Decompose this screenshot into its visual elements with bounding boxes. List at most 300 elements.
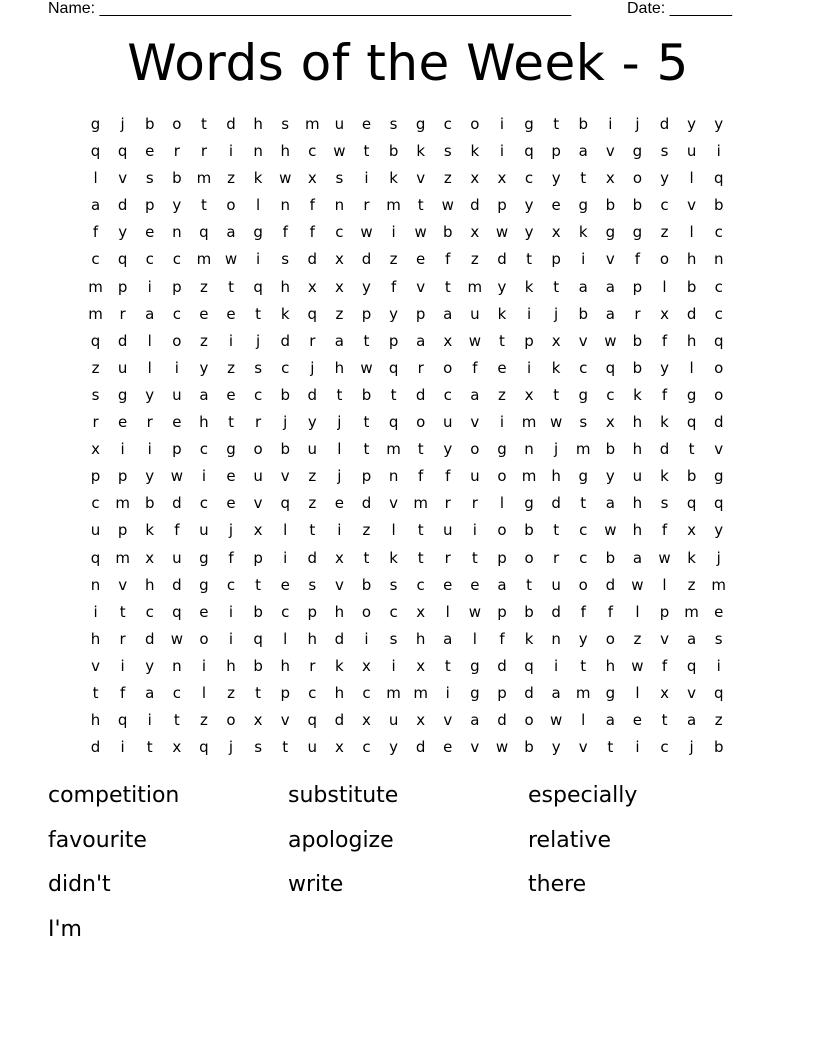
grid-letter: u [551, 575, 561, 594]
grid-letter: e [280, 575, 290, 594]
grid-letter: q [199, 738, 209, 757]
grid-letter: u [470, 304, 480, 323]
grid-letter: a [416, 331, 426, 350]
grid-letter: q [117, 250, 128, 269]
grid-letter: w [550, 711, 563, 730]
grid-letter: t [553, 521, 560, 540]
grid-letter: x [416, 656, 426, 675]
grid-letter: f [499, 629, 505, 648]
grid-letter: u [253, 467, 263, 486]
grid-letter: b [632, 358, 643, 377]
grid-letter: v [470, 738, 480, 757]
grid-letter: f [661, 521, 668, 540]
grid-letter: e [632, 711, 643, 730]
grid-letter: a [226, 223, 236, 242]
grid-letter: x [307, 277, 317, 296]
grid-letter: t [417, 521, 424, 540]
grid-letter: m [684, 602, 699, 621]
grid-letter: g [199, 575, 209, 594]
grid-letter: y [714, 115, 724, 133]
grid-letter: v [253, 494, 263, 513]
grid-letter: i [337, 521, 342, 540]
grid-letter: x [362, 711, 371, 730]
grid-letter: c [199, 494, 209, 513]
grid-letter: m [115, 494, 130, 513]
grid-letter: r [119, 304, 126, 323]
grid-letter: m [521, 413, 537, 432]
grid-letter: v [578, 331, 588, 350]
grid-letter: e [714, 602, 724, 621]
grid-letter: c [226, 575, 236, 594]
grid-letter: q [253, 277, 263, 296]
grid-letter: m [575, 683, 591, 702]
grid-letter: a [605, 494, 615, 513]
grid-letter: h [632, 440, 643, 459]
grid-letter: c [145, 250, 154, 269]
grid-letter: l [689, 169, 694, 188]
grid-letter: a [334, 331, 344, 350]
grid-letter: e [334, 494, 344, 513]
grid-letter: c [199, 440, 209, 459]
grid-letter: j [310, 358, 315, 377]
grid-letter: a [605, 711, 615, 730]
grid-letter: c [714, 223, 723, 242]
grid-letter: w [170, 467, 183, 486]
grid-letter: x [416, 711, 426, 730]
grid-letter: e [226, 494, 236, 513]
grid-letter: c [308, 683, 317, 702]
grid-letter: k [253, 169, 263, 188]
grid-letter: q [686, 656, 697, 675]
grid-letter: b [388, 142, 399, 161]
grid-letter: s [443, 142, 452, 161]
grid-letter: i [120, 738, 125, 757]
grid-letter: e [497, 358, 507, 377]
grid-letter: v [443, 711, 453, 730]
grid-letter: l [201, 683, 206, 702]
grid-letter: m [88, 277, 103, 296]
grid-letter: r [92, 413, 99, 432]
grid-letter: n [551, 629, 561, 648]
grid-letter: z [389, 250, 398, 269]
grid-letter: t [255, 575, 262, 594]
grid-letter: z [227, 169, 235, 188]
grid-letter: t [661, 711, 668, 730]
grid-letter: t [363, 440, 370, 459]
grid-letter: r [119, 629, 126, 648]
grid-letter: c [172, 250, 181, 269]
grid-letter: d [90, 738, 101, 757]
grid-letter: f [309, 223, 315, 242]
grid-row [82, 138, 732, 165]
grid-letter: d [307, 385, 318, 404]
grid-letter: t [363, 142, 370, 161]
grid-row [82, 111, 732, 138]
grid-letter: x [334, 277, 344, 296]
grid-letter: n [90, 575, 101, 594]
grid-letter: g [253, 223, 263, 242]
grid-letter: a [470, 385, 480, 404]
grid-letter: t [580, 656, 587, 675]
grid-letter: d [334, 629, 345, 648]
grid-letter: b [578, 304, 588, 323]
grid-letter: b [280, 440, 290, 459]
grid-letter: l [635, 683, 640, 702]
grid-letter: t [228, 413, 234, 432]
grid-letter: y [660, 358, 669, 377]
grid-letter: a [145, 304, 155, 323]
grid-letter: s [660, 142, 669, 161]
grid-letter: c [524, 169, 534, 188]
grid-letter: i [120, 656, 125, 675]
grid-letter: l [93, 169, 98, 188]
grid-letter: i [445, 683, 450, 702]
grid-letter: u [686, 142, 697, 161]
grid-letter: j [689, 738, 694, 757]
grid-letter: w [604, 521, 617, 540]
grid-letter: w [495, 223, 509, 242]
word-bank-item: favourite [48, 827, 147, 853]
grid-letter: v [416, 277, 426, 296]
grid-letter: y [199, 358, 209, 377]
grid-letter: m [88, 304, 103, 323]
grid-letter: w [495, 738, 509, 757]
grid-letter: b [524, 602, 534, 621]
grid-letter: a [632, 548, 643, 567]
grid-letter: r [444, 494, 451, 513]
grid-row [82, 192, 732, 219]
grid-letter: q [117, 711, 128, 730]
grid-letter: f [309, 196, 315, 215]
grid-letter: r [146, 413, 153, 432]
grid-letter: p [172, 277, 182, 296]
grid-letter: c [308, 142, 317, 161]
grid-letter: i [256, 250, 261, 269]
grid-letter: c [91, 250, 100, 269]
grid-letter: j [554, 440, 559, 459]
grid-row [82, 382, 732, 409]
grid-letter: m [304, 115, 320, 133]
grid-letter: m [386, 196, 401, 215]
grid-letter: d [470, 196, 480, 215]
grid-letter: g [199, 548, 209, 567]
grid-letter: p [551, 142, 561, 161]
grid-letter: i [554, 656, 559, 675]
grid-letter: t [553, 385, 560, 404]
grid-letter: x [307, 169, 317, 188]
grid-letter: l [147, 358, 152, 377]
grid-letter: x [416, 602, 426, 621]
grid-letter: l [689, 223, 694, 242]
grid-letter: x [334, 738, 344, 757]
grid-letter: k [145, 521, 155, 540]
grid-letter: g [470, 683, 480, 702]
grid-letter: k [660, 467, 669, 486]
grid-letter: k [633, 385, 642, 404]
grid-letter: t [607, 738, 614, 757]
grid-letter: i [499, 413, 505, 432]
grid-letter: q [90, 331, 101, 350]
grid-letter: q [280, 494, 290, 513]
grid-letter: c [443, 385, 452, 404]
grid-letter: c [579, 521, 588, 540]
grid-letter: g [497, 440, 507, 459]
grid-letter: h [415, 629, 426, 648]
grid-letter: o [714, 385, 724, 404]
grid-letter: p [524, 331, 534, 350]
grid-letter: i [526, 304, 532, 323]
grid-letter: l [472, 629, 477, 648]
grid-letter: i [174, 358, 179, 377]
grid-letter: d [307, 250, 318, 269]
grid-letter: k [524, 277, 534, 296]
grid-letter: h [334, 602, 345, 621]
grid-letter: t [173, 711, 180, 730]
grid-letter: t [255, 683, 262, 702]
grid-letter: e [145, 142, 155, 161]
grid-letter: i [201, 656, 206, 675]
grid-letter: d [524, 683, 534, 702]
grid-letter: y [389, 304, 399, 323]
grid-letter: x [334, 250, 344, 269]
grid-letter: p [659, 602, 670, 621]
grid-letter: k [551, 358, 561, 377]
grid-letter: y [362, 277, 371, 296]
grid-letter: f [445, 467, 451, 486]
grid-letter: x [524, 385, 534, 404]
grid-letter: g [578, 385, 588, 404]
grid-letter: t [390, 385, 397, 404]
grid-letter: n [334, 196, 345, 215]
grid-letter: h [90, 711, 101, 730]
grid-letter: b [605, 196, 616, 215]
grid-letter: y [551, 169, 561, 188]
grid-letter: b [605, 440, 616, 459]
word-bank [48, 780, 768, 958]
grid-letter: x [91, 440, 100, 459]
word-bank-item: relative [528, 827, 611, 853]
grid-letter: z [714, 711, 723, 730]
grid-letter: k [660, 413, 669, 432]
grid-letter: z [91, 358, 100, 377]
grid-letter: i [228, 629, 234, 648]
grid-letter: g [632, 223, 643, 242]
grid-letter: d [117, 331, 128, 350]
grid-letter: c [281, 602, 290, 621]
grid-letter: r [309, 331, 316, 350]
grid-letter: l [662, 277, 667, 296]
grid-letter: g [578, 467, 588, 486]
grid-letter: d [713, 413, 724, 432]
grid-letter: x [687, 521, 697, 540]
grid-letter: x [334, 548, 344, 567]
grid-letter: y [443, 440, 453, 459]
grid-letter: j [337, 413, 342, 432]
grid-letter: t [255, 304, 262, 323]
word-bank-item: write [288, 872, 344, 897]
grid-letter: r [255, 413, 262, 432]
grid-letter: v [118, 169, 128, 188]
grid-letter: c [172, 683, 181, 702]
grid-letter: s [308, 575, 317, 594]
grid-letter: i [472, 521, 477, 540]
grid-letter: l [391, 521, 396, 540]
grid-letter: t [417, 548, 424, 567]
grid-letter: t [580, 169, 587, 188]
grid-letter: b [713, 196, 724, 215]
grid-letter: i [716, 142, 721, 161]
grid-letter: o [470, 440, 480, 459]
grid-letter: q [117, 142, 128, 161]
grid-letter: p [388, 331, 399, 350]
grid-letter: p [117, 521, 128, 540]
grid-letter: p [632, 277, 643, 296]
grid-letter: b [578, 115, 588, 133]
grid-letter: h [551, 467, 561, 486]
grid-letter: s [254, 738, 263, 757]
grid-letter: w [360, 223, 373, 242]
grid-letter: o [172, 331, 182, 350]
grid-letter: x [605, 413, 615, 432]
grid-letter: r [309, 656, 316, 675]
grid-letter: a [443, 304, 453, 323]
grid-letter: b [632, 331, 643, 350]
grid-letter: i [635, 738, 640, 757]
grid-letter: o [714, 358, 724, 377]
grid-letter: u [470, 467, 480, 486]
grid-letter: h [632, 494, 643, 513]
grid-letter: q [713, 683, 724, 702]
grid-letter: o [172, 115, 182, 133]
grid-letter: y [145, 385, 155, 404]
grid-letter: s [335, 169, 344, 188]
grid-row [82, 599, 732, 626]
grid-letter: h [144, 575, 155, 594]
grid-row [82, 734, 732, 761]
grid-letter: b [524, 521, 534, 540]
word-bank-item: there [528, 872, 587, 897]
grid-letter: g [470, 656, 480, 675]
grid-letter: q [388, 413, 399, 432]
grid-letter: f [607, 602, 613, 621]
grid-letter: q [713, 331, 724, 350]
grid-letter: s [660, 494, 669, 513]
grid-letter: f [390, 277, 397, 296]
grid-letter: v [578, 738, 588, 757]
grid-letter: m [413, 683, 428, 702]
grid-letter: n [388, 467, 399, 486]
grid-letter: r [444, 548, 451, 567]
word-bank-item: I'm [48, 916, 82, 942]
grid-letter: r [553, 548, 560, 567]
grid-letter: q [90, 548, 101, 567]
grid-row [82, 246, 732, 273]
grid-letter: n [713, 250, 724, 269]
grid-letter: w [468, 602, 481, 621]
grid-letter: s [254, 358, 263, 377]
grid-letter: b [361, 575, 372, 594]
grid-letter: w [550, 413, 563, 432]
grid-letter: d [361, 250, 372, 269]
grid-letter: l [662, 575, 667, 594]
grid-letter: a [687, 711, 697, 730]
grid-letter: p [117, 467, 128, 486]
grid-letter: a [199, 385, 209, 404]
grid-row [82, 707, 732, 734]
grid-letter: g [713, 467, 724, 486]
grid-letter: z [308, 494, 317, 513]
grid-letter: d [551, 602, 561, 621]
grid-letter: y [118, 223, 128, 242]
grid-letter: o [226, 711, 236, 730]
grid-letter: z [660, 223, 669, 242]
grid-letter: c [253, 385, 263, 404]
grid-letter: y [714, 521, 724, 540]
grid-letter: t [580, 494, 587, 513]
grid-letter: b [632, 196, 643, 215]
grid-letter: a [470, 711, 480, 730]
grid-letter: d [497, 250, 507, 269]
grid-letter: w [170, 629, 183, 648]
grid-letter: h [280, 142, 290, 161]
grid-letter: g [686, 385, 697, 404]
grid-letter: d [144, 629, 155, 648]
grid-letter: b [144, 494, 155, 513]
grid-letter: u [334, 115, 345, 133]
grid-letter: n [172, 223, 182, 242]
grid-letter: h [280, 277, 290, 296]
grid-letter: t [417, 440, 424, 459]
grid-letter: g [578, 196, 588, 215]
grid-letter: m [711, 575, 727, 594]
grid-letter: j [283, 413, 288, 432]
grid-letter: l [499, 494, 505, 513]
grid-letter: g [226, 440, 236, 459]
grid-letter: x [470, 169, 480, 188]
grid-letter: x [605, 169, 615, 188]
grid-letter: u [117, 358, 128, 377]
grid-letter: y [578, 629, 588, 648]
grid-letter: g [117, 385, 128, 404]
grid-letter: h [605, 656, 616, 675]
grid-letter: t [363, 548, 370, 567]
grid-letter: t [92, 683, 99, 702]
grid-letter: d [605, 575, 616, 594]
grid-letter: u [307, 738, 318, 757]
grid-letter: d [659, 115, 670, 133]
grid-letter: r [173, 142, 180, 161]
grid-letter: y [145, 467, 155, 486]
grid-letter: e [470, 575, 480, 594]
grid-letter: t [553, 277, 560, 296]
grid-row [82, 165, 732, 192]
grid-letter: i [716, 656, 721, 675]
grid-letter: h [280, 656, 290, 675]
grid-letter: b [443, 223, 453, 242]
grid-letter: f [92, 223, 99, 242]
grid-letter: w [279, 169, 292, 188]
grid-letter: z [362, 521, 371, 540]
grid-letter: a [90, 196, 101, 215]
grid-letter: q [605, 358, 616, 377]
word-bank-item: apologize [288, 827, 394, 853]
date-field-label: Date: _______ [627, 0, 732, 17]
grid-letter: i [147, 277, 152, 296]
grid-letter: f [418, 467, 424, 486]
grid-letter: c [389, 602, 398, 621]
grid-letter: u [443, 521, 453, 540]
grid-letter: i [147, 440, 152, 459]
